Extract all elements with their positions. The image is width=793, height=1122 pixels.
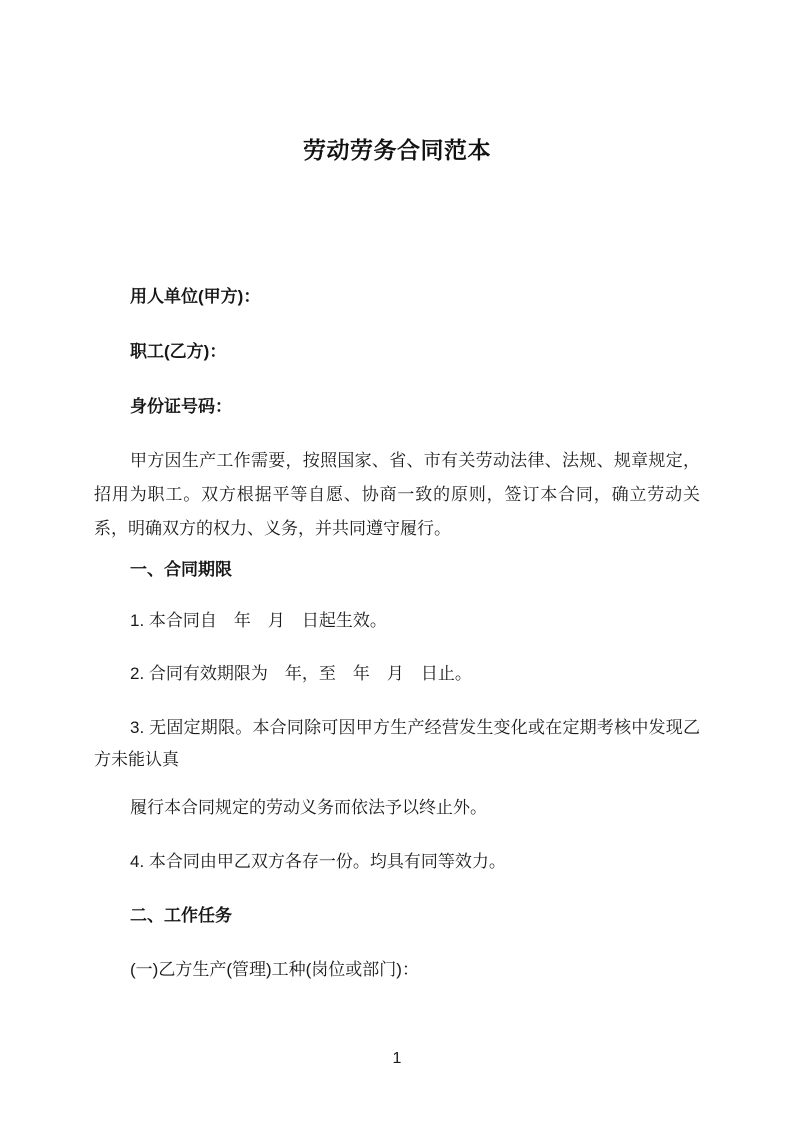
section-2-item-1: (一)乙方生产(管理)工种(岗位或部门)： — [130, 960, 419, 979]
field-label-employee-party-b: 职工(乙方)： — [130, 342, 227, 361]
page-number: 1 — [392, 1050, 402, 1067]
section-2-heading-work-tasks: 二、工作任务 — [130, 906, 232, 925]
document-title: 劳动劳务合同范本 — [303, 137, 491, 163]
field-label-employer-party-a: 用人单位(甲方)： — [130, 287, 261, 306]
section-1-heading-contract-term: 一、合同期限 — [130, 560, 232, 579]
intro-paragraph: 甲方因生产工作需要，按照国家、省、市有关劳动法律、法规、规章规定，招用为职工。双方根据平等自愿、协商一致的原则，签订本合同，确立劳动关系，明确双方的权力、义务，并共同遵守履行。 — [94, 451, 700, 538]
section-1-item-2: 2. 合同有效期限为 年，至 年 月 日止。 — [130, 664, 472, 683]
section-1-item-1: 1. 本合同自 年 月 日起生效。 — [130, 611, 387, 630]
section-1-item-4: 4. 本合同由甲乙双方各存一份。均具有同等效力。 — [130, 852, 506, 871]
section-1-item-3-continuation: 履行本合同规定的劳动义务而依法予以终止外。 — [130, 798, 487, 817]
field-label-id-number: 身份证号码： — [130, 397, 232, 416]
section-1-item-3: 3. 无固定期限。本合同除可因甲方生产经营发生变化或在定期考核中发现乙方未能认真 — [94, 718, 700, 769]
